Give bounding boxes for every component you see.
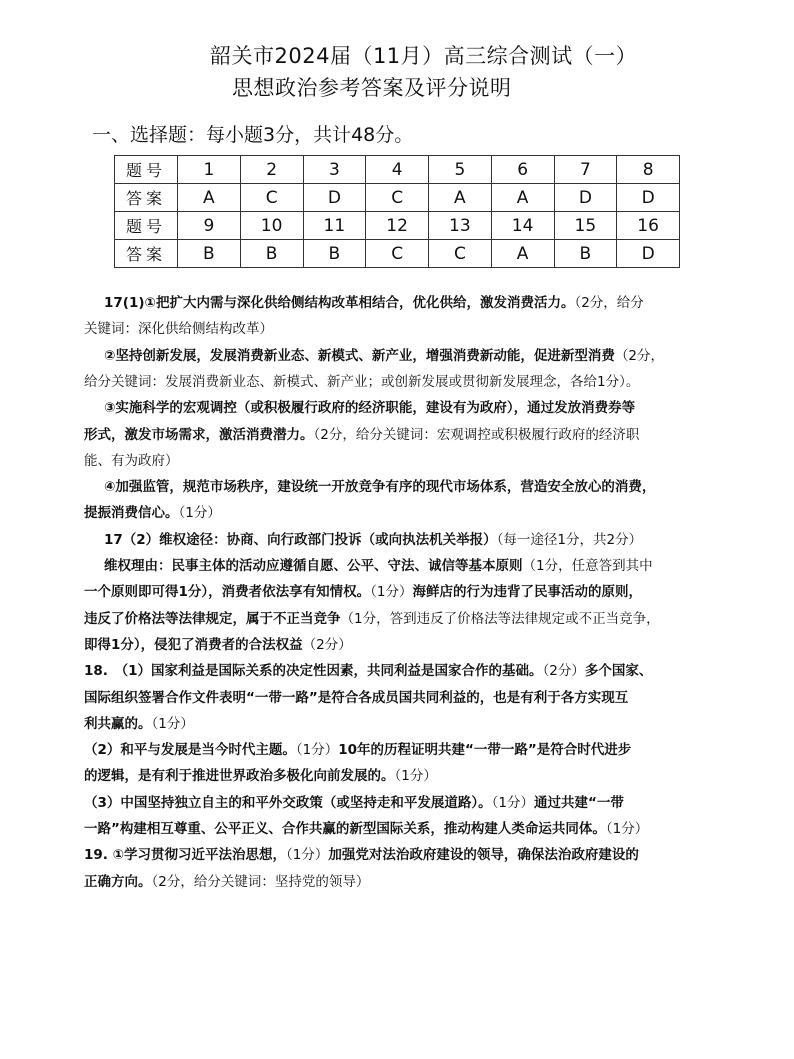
table-cell: 6 <box>491 156 554 184</box>
answer-point-text: 多个国家、 <box>584 663 653 680</box>
answer-table <box>114 155 680 268</box>
scoring-note-text: 给分关键词：发展消费新业态、新模式、新产业；或创新发展或贯彻新发展理念，各给1分）。 <box>84 373 640 390</box>
text-line <box>84 579 746 605</box>
table-cell: C <box>366 240 429 268</box>
document-subtitle: 思想政治参考答案及评分说明 <box>232 76 512 100</box>
text-line <box>84 658 746 684</box>
table-cell: C <box>240 184 303 212</box>
answer-point-text: ④加强监管，规范市场秩序，建设统一开放竞争有序的现代市场体系，营造安全放心的消费， <box>104 479 656 496</box>
text-line <box>84 395 766 421</box>
answer-point-text: 一个原则即可得1分），消费者依法享有知情权。 <box>84 584 371 601</box>
table-cell: 11 <box>303 212 366 240</box>
table-cell: D <box>617 240 680 268</box>
text-line <box>84 316 746 342</box>
scoring-note-text: （1分，任意答到其中 <box>522 558 653 574</box>
answer-point-text: 加强党对法治政府建设的领导，确保法治政府建设的 <box>328 847 639 864</box>
table-cell: 9 <box>178 212 241 240</box>
section-heading-multiple-choice: 一、选择题：每小题3分，共计48分。 <box>92 124 414 146</box>
scoring-note-text: （1分） <box>151 715 194 732</box>
answer-point-text: （2）和平与发展是当今时代主题。 <box>84 742 296 759</box>
table-cell: B <box>240 240 303 268</box>
answer-point-text: 维权理由：民事主体的活动应遵循自愿、公平、守法、诚信等基本原则 <box>104 558 523 574</box>
answer-point-text: 即得1分），侵犯了消费者的合法权益 <box>84 636 303 653</box>
answer-point-text: 利共赢的。 <box>84 715 152 732</box>
scoring-note-text: （每一途径1分，共2分） <box>496 531 643 548</box>
table-cell: 16 <box>617 212 680 240</box>
scoring-note-text: （1分，答到违反了价格法等法律规定或不正当竞争， <box>340 610 660 627</box>
table-cell: 15 <box>554 212 617 240</box>
answer-point-text: 17（2）维权途径：协商、向行政部门投诉（或向执法机关举报） <box>104 531 497 548</box>
text-line <box>84 343 766 369</box>
table-row <box>115 184 680 212</box>
text-line <box>84 474 766 500</box>
table-cell: 10 <box>240 212 303 240</box>
answer-point-text: 提振消费信心。 <box>84 505 179 522</box>
answer-point-text: 一路”构建相互尊重、公平正义、合作共赢的新型国际关系，推动构建人类命运共同体。 <box>84 821 606 837</box>
table-cell: 1 <box>178 156 241 184</box>
scoring-note-text: （2分） <box>302 636 352 653</box>
table-cell: B <box>554 240 617 268</box>
table-row <box>115 212 680 240</box>
table-cell: A <box>429 184 492 212</box>
table-cell: D <box>617 184 680 212</box>
text-line <box>84 553 766 579</box>
table-cell: A <box>491 184 554 212</box>
scoring-note-text: （2分） <box>542 663 585 680</box>
answer-point-text: 通过共建“一带 <box>534 794 624 811</box>
text-line <box>84 842 746 868</box>
scoring-note-text: （1分） <box>370 584 413 601</box>
scoring-note-text: （1分） <box>286 847 329 864</box>
scoring-note-text: （1分） <box>178 505 221 522</box>
answer-point-text: 正确方向。 <box>84 873 152 890</box>
table-row-label: 答案 <box>115 184 178 212</box>
table-cell: A <box>491 240 554 268</box>
table-cell: 14 <box>491 212 554 240</box>
table-cell: D <box>303 184 366 212</box>
table-row-label: 题号 <box>115 156 178 184</box>
document-title: 韶关市2024届（11月）高三综合测试（一） <box>210 44 638 68</box>
text-line <box>84 632 746 658</box>
scoring-note-text: （1分） <box>295 742 339 759</box>
answer-point-text: （3）中国坚持独立自主的和平外交政策（或坚持走和平发展道路）。 <box>84 794 492 811</box>
table-cell: 2 <box>240 156 303 184</box>
table-cell: 13 <box>429 212 492 240</box>
answer-point-text: 17(1)①把扩大内需与深化供给侧结构改革相结合，优化供给，激发消费活力。 <box>104 295 575 311</box>
scoring-note-text: （1分） <box>491 794 534 811</box>
scoring-note-text: （1分） <box>605 821 649 837</box>
table-cell: C <box>366 184 429 212</box>
scoring-note-text: （2分，给分 <box>574 295 644 311</box>
text-line <box>84 711 746 737</box>
text-line <box>84 369 746 395</box>
table-cell: 8 <box>617 156 680 184</box>
table-cell: 5 <box>429 156 492 184</box>
table-cell: 4 <box>366 156 429 184</box>
text-line <box>84 790 746 816</box>
table-cell: 3 <box>303 156 366 184</box>
table-cell: B <box>178 240 241 268</box>
table-cell: 7 <box>554 156 617 184</box>
scoring-note-text: （2分， <box>614 347 665 364</box>
text-line <box>84 869 746 895</box>
answer-point-text: 违反了价格法等法律规定，属于不正当竞争 <box>84 610 341 627</box>
table-row <box>115 240 680 268</box>
scoring-note-text: 能、有为政府） <box>84 452 179 469</box>
text-line <box>84 422 746 448</box>
answer-point-text: 海鲜店的行为违背了民事活动的原则， <box>412 584 642 601</box>
text-line <box>84 763 746 789</box>
table-cell: B <box>303 240 366 268</box>
answer-point-text: 18. （1）国家利益是国际关系的决定性因素，共同利益是国家合作的基础。 <box>84 663 543 680</box>
table-row-label: 题号 <box>115 212 178 240</box>
scoring-note-text: （2分，给分关键词：坚持党的领导） <box>151 873 370 890</box>
table-row <box>115 156 680 184</box>
text-line <box>84 500 746 526</box>
scoring-note-text: （2分，给分关键词：宏观调控或积极履行政府的经济职 <box>313 426 640 443</box>
answer-point-text: 19. ①学习贯彻习近平法治思想， <box>84 847 287 864</box>
table-cell: C <box>429 240 492 268</box>
scoring-note-text: （1分） <box>394 768 437 785</box>
text-line <box>84 737 746 763</box>
scoring-note-text: 关键词：深化供给侧结构改革） <box>84 321 273 338</box>
answer-point-text: ③实施科学的宏观调控（或积极履行政府的经济职能，建设有为政府），通过发放消费券等 <box>104 400 636 417</box>
text-line <box>84 448 746 474</box>
text-line <box>84 527 766 553</box>
table-row-label: 答案 <box>115 240 178 268</box>
table-cell: D <box>554 184 617 212</box>
answer-point-text: 国际组织签署合作文件表明“一带一路”是符合各成员国共同利益的，也是有利于各方实现互 <box>84 689 629 706</box>
text-line <box>84 685 746 711</box>
answer-point-text: 形式，激发市场需求，激活消费潜力。 <box>84 426 314 443</box>
answer-point-text: 10年的历程证明共建“一带一路”是符合时代进步 <box>338 742 632 759</box>
table-cell: A <box>178 184 241 212</box>
answer-point-text: 的逻辑，是有利于推进世界政治多极化向前发展的。 <box>84 768 395 785</box>
text-line <box>84 290 766 316</box>
text-line <box>84 606 746 632</box>
table-cell: 12 <box>366 212 429 240</box>
answer-point-text: ②坚持创新发展，发展消费新业态、新模式、新产业，增强消费新动能，促进新型消费 <box>104 347 615 364</box>
text-line <box>84 816 746 842</box>
